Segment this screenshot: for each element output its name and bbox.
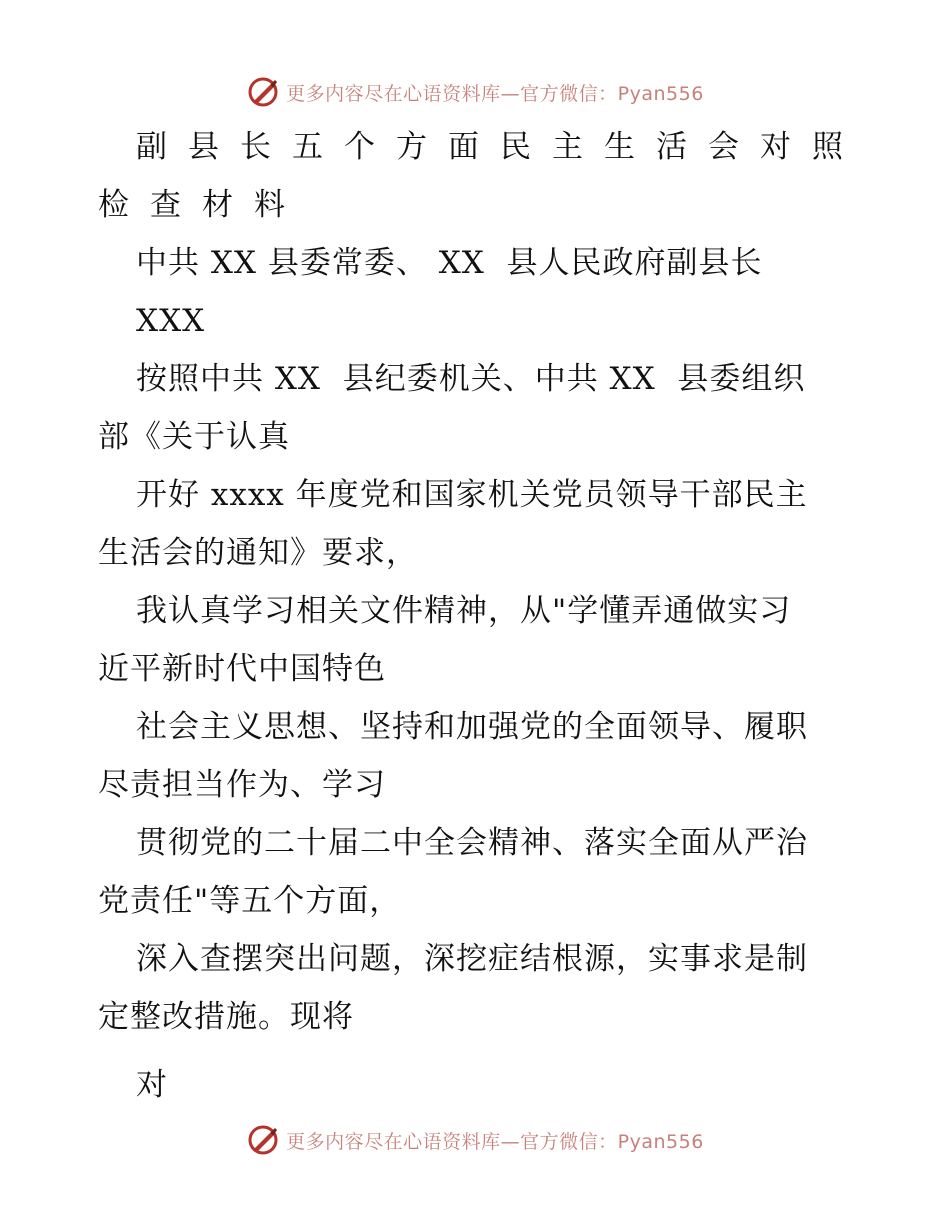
paragraph-line: 开好 xxxx 年度党和国家机关党员领导干部民主 [136, 477, 808, 513]
paragraph-line: 定整改措施。现将 [98, 999, 354, 1035]
author-line-2: XXX [136, 303, 206, 339]
paragraph-line: 按照中共 XX 县纪委机关、中共 XX 县委组织 [136, 361, 806, 397]
footer-watermark [0, 1118, 950, 1162]
paragraph-line: 近平新时代中国特色 [98, 651, 386, 687]
header-watermark [0, 70, 950, 114]
document-body [98, 118, 864, 1114]
paragraph-line: 党责任"等五个方面， [98, 883, 402, 919]
title-line-2: 检查材料 [98, 187, 306, 223]
pen-logo-icon [246, 1123, 280, 1157]
paragraph-line: 对 [136, 1067, 168, 1103]
paragraph-line: 部《关于认真 [98, 419, 290, 455]
author-line-1: 中共 XX 县委常委、 XX 县人民政府副县长 [136, 245, 763, 281]
watermark-text: 更多内容尽在心语资料库—官方微信：Pyan556 [286, 1130, 704, 1153]
paragraph-line: 生活会的通知》要求， [98, 535, 418, 571]
paragraph-line: 我认真学习相关文件精神，从"学懂弄通做实习 [136, 593, 792, 629]
paragraph-line: 贯彻党的二十届二中全会精神、落实全面从严治 [136, 825, 808, 861]
paragraph-line: 深入查摆突出问题，深挖症结根源，实事求是制 [136, 941, 808, 977]
watermark-text: 更多内容尽在心语资料库—官方微信：Pyan556 [286, 82, 704, 105]
title-line-1: 副县长五个方面民主生活会对照 [136, 129, 864, 165]
paragraph-line: 尽责担当作为、学习 [98, 767, 386, 803]
paragraph-line: 社会主义思想、坚持和加强党的全面领导、履职 [136, 709, 808, 745]
pen-logo-icon [246, 75, 280, 109]
